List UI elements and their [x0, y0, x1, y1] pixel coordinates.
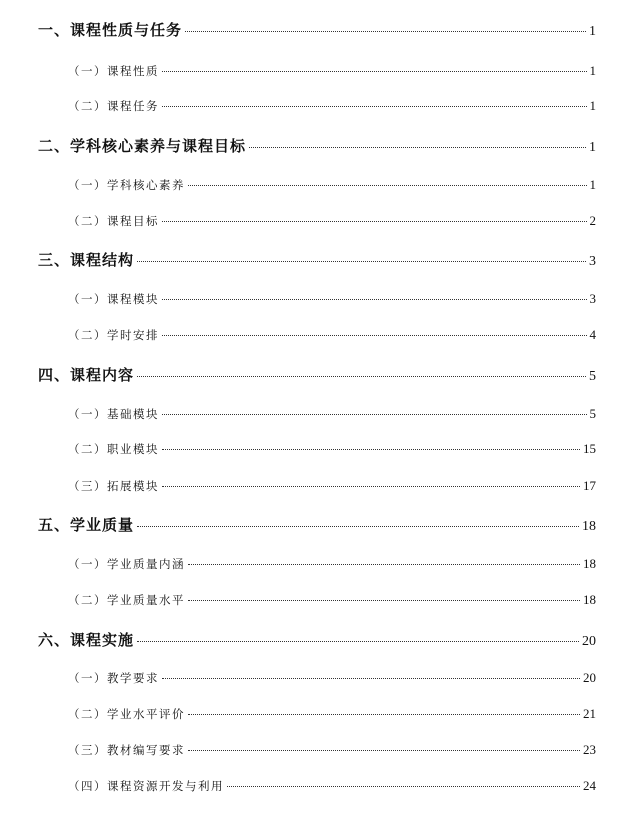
- toc-entry-title: 四、课程内容: [38, 366, 135, 384]
- toc-section-entry[interactable]: [68, 291, 596, 307]
- dot-leader: [185, 31, 586, 32]
- toc-entry-page-number: 1: [589, 24, 596, 39]
- toc-chapter-entry[interactable]: [38, 364, 596, 385]
- toc-entry-title: （二）课程任务: [68, 99, 159, 113]
- dot-leader: [137, 641, 579, 642]
- toc-entry-page-number: 3: [589, 254, 596, 269]
- toc-entry-page-number: 5: [589, 369, 596, 384]
- toc-entry-title: （一）课程性质: [68, 64, 159, 78]
- toc-section-entry[interactable]: [68, 742, 596, 758]
- dot-leader: [162, 678, 580, 679]
- toc-entry-title: 六、课程实施: [38, 631, 135, 649]
- toc-entry-title: （四）课程资源开发与利用: [68, 779, 224, 793]
- toc-section-entry[interactable]: [68, 592, 596, 608]
- toc-chapter-entry[interactable]: [38, 135, 596, 156]
- dot-leader: [137, 261, 586, 262]
- toc-entry-page-number: 2: [589, 213, 596, 228]
- toc-entry-title: （二）学业质量水平: [68, 593, 185, 607]
- toc-section-entry[interactable]: [68, 670, 596, 686]
- toc-entry-page-number: 1: [589, 177, 596, 192]
- dot-leader: [162, 71, 587, 72]
- toc-entry-title: （二）学时安排: [68, 328, 159, 342]
- toc-section-entry[interactable]: [68, 441, 596, 457]
- dot-leader: [137, 376, 586, 377]
- toc-entry-page-number: 3: [589, 291, 596, 306]
- dot-leader: [227, 786, 580, 787]
- toc-section-entry[interactable]: [68, 706, 596, 722]
- dot-leader: [188, 714, 580, 715]
- toc-entry-page-number: 15: [583, 441, 596, 456]
- toc-entry-page-number: 24: [583, 778, 596, 793]
- toc-section-entry[interactable]: [68, 327, 596, 343]
- toc-chapter-entry[interactable]: [38, 19, 596, 40]
- toc-entry-title: 一、课程性质与任务: [38, 21, 183, 39]
- toc-entry-title: （三）教材编写要求: [68, 743, 185, 757]
- dot-leader: [162, 414, 587, 415]
- toc-entry-title: （三）拓展模块: [68, 479, 159, 493]
- toc-entry-page-number: 20: [582, 634, 596, 649]
- toc-entry-page-number: 1: [589, 140, 596, 155]
- toc-entry-page-number: 5: [589, 406, 596, 421]
- toc-entry-title: （一）教学要求: [68, 671, 159, 685]
- toc-entry-page-number: 18: [582, 519, 596, 534]
- dot-leader: [249, 147, 586, 148]
- toc-entry-page-number: 1: [589, 63, 596, 78]
- dot-leader: [188, 564, 580, 565]
- toc-section-entry[interactable]: [68, 478, 596, 494]
- toc-entry-title: 三、课程结构: [38, 251, 135, 269]
- dot-leader: [162, 299, 587, 300]
- toc-entry-title: （一）学业质量内涵: [68, 557, 185, 571]
- toc-chapter-entry[interactable]: [38, 514, 596, 535]
- toc-section-entry[interactable]: [68, 778, 596, 794]
- dot-leader: [162, 486, 580, 487]
- toc-section-entry[interactable]: [68, 177, 596, 193]
- toc-entry-title: （一）课程模块: [68, 292, 159, 306]
- toc-entry-title: （一）基础模块: [68, 407, 159, 421]
- toc-section-entry[interactable]: [68, 213, 596, 229]
- toc-entry-page-number: 21: [583, 706, 596, 721]
- toc-entry-page-number: 20: [583, 670, 596, 685]
- toc-entry-page-number: 18: [583, 556, 596, 571]
- dot-leader: [162, 106, 587, 107]
- toc-entry-title: （一）学科核心素养: [68, 178, 185, 192]
- toc-entry-page-number: 1: [589, 98, 596, 113]
- dot-leader: [188, 600, 580, 601]
- dot-leader: [162, 449, 580, 450]
- toc-entry-title: （二）学业水平评价: [68, 707, 185, 721]
- toc-section-entry[interactable]: [68, 98, 596, 114]
- dot-leader: [162, 221, 587, 222]
- toc-section-entry[interactable]: [68, 556, 596, 572]
- toc-chapter-entry[interactable]: [38, 629, 596, 650]
- toc-entry-title: 五、学业质量: [38, 516, 135, 534]
- toc-entry-page-number: 17: [583, 478, 596, 493]
- toc-entry-title: 二、学科核心素养与课程目标: [38, 137, 247, 155]
- toc-entry-title: （二）职业模块: [68, 442, 159, 456]
- dot-leader: [188, 750, 580, 751]
- toc-entry-title: （二）课程目标: [68, 214, 159, 228]
- toc-section-entry[interactable]: [68, 63, 596, 79]
- toc-entry-page-number: 4: [589, 327, 596, 342]
- toc-entry-page-number: 18: [583, 592, 596, 607]
- toc-chapter-entry[interactable]: [38, 249, 596, 270]
- dot-leader: [188, 185, 587, 186]
- toc-entry-page-number: 23: [583, 742, 596, 757]
- dot-leader: [162, 335, 587, 336]
- dot-leader: [137, 526, 579, 527]
- toc-section-entry[interactable]: [68, 406, 596, 422]
